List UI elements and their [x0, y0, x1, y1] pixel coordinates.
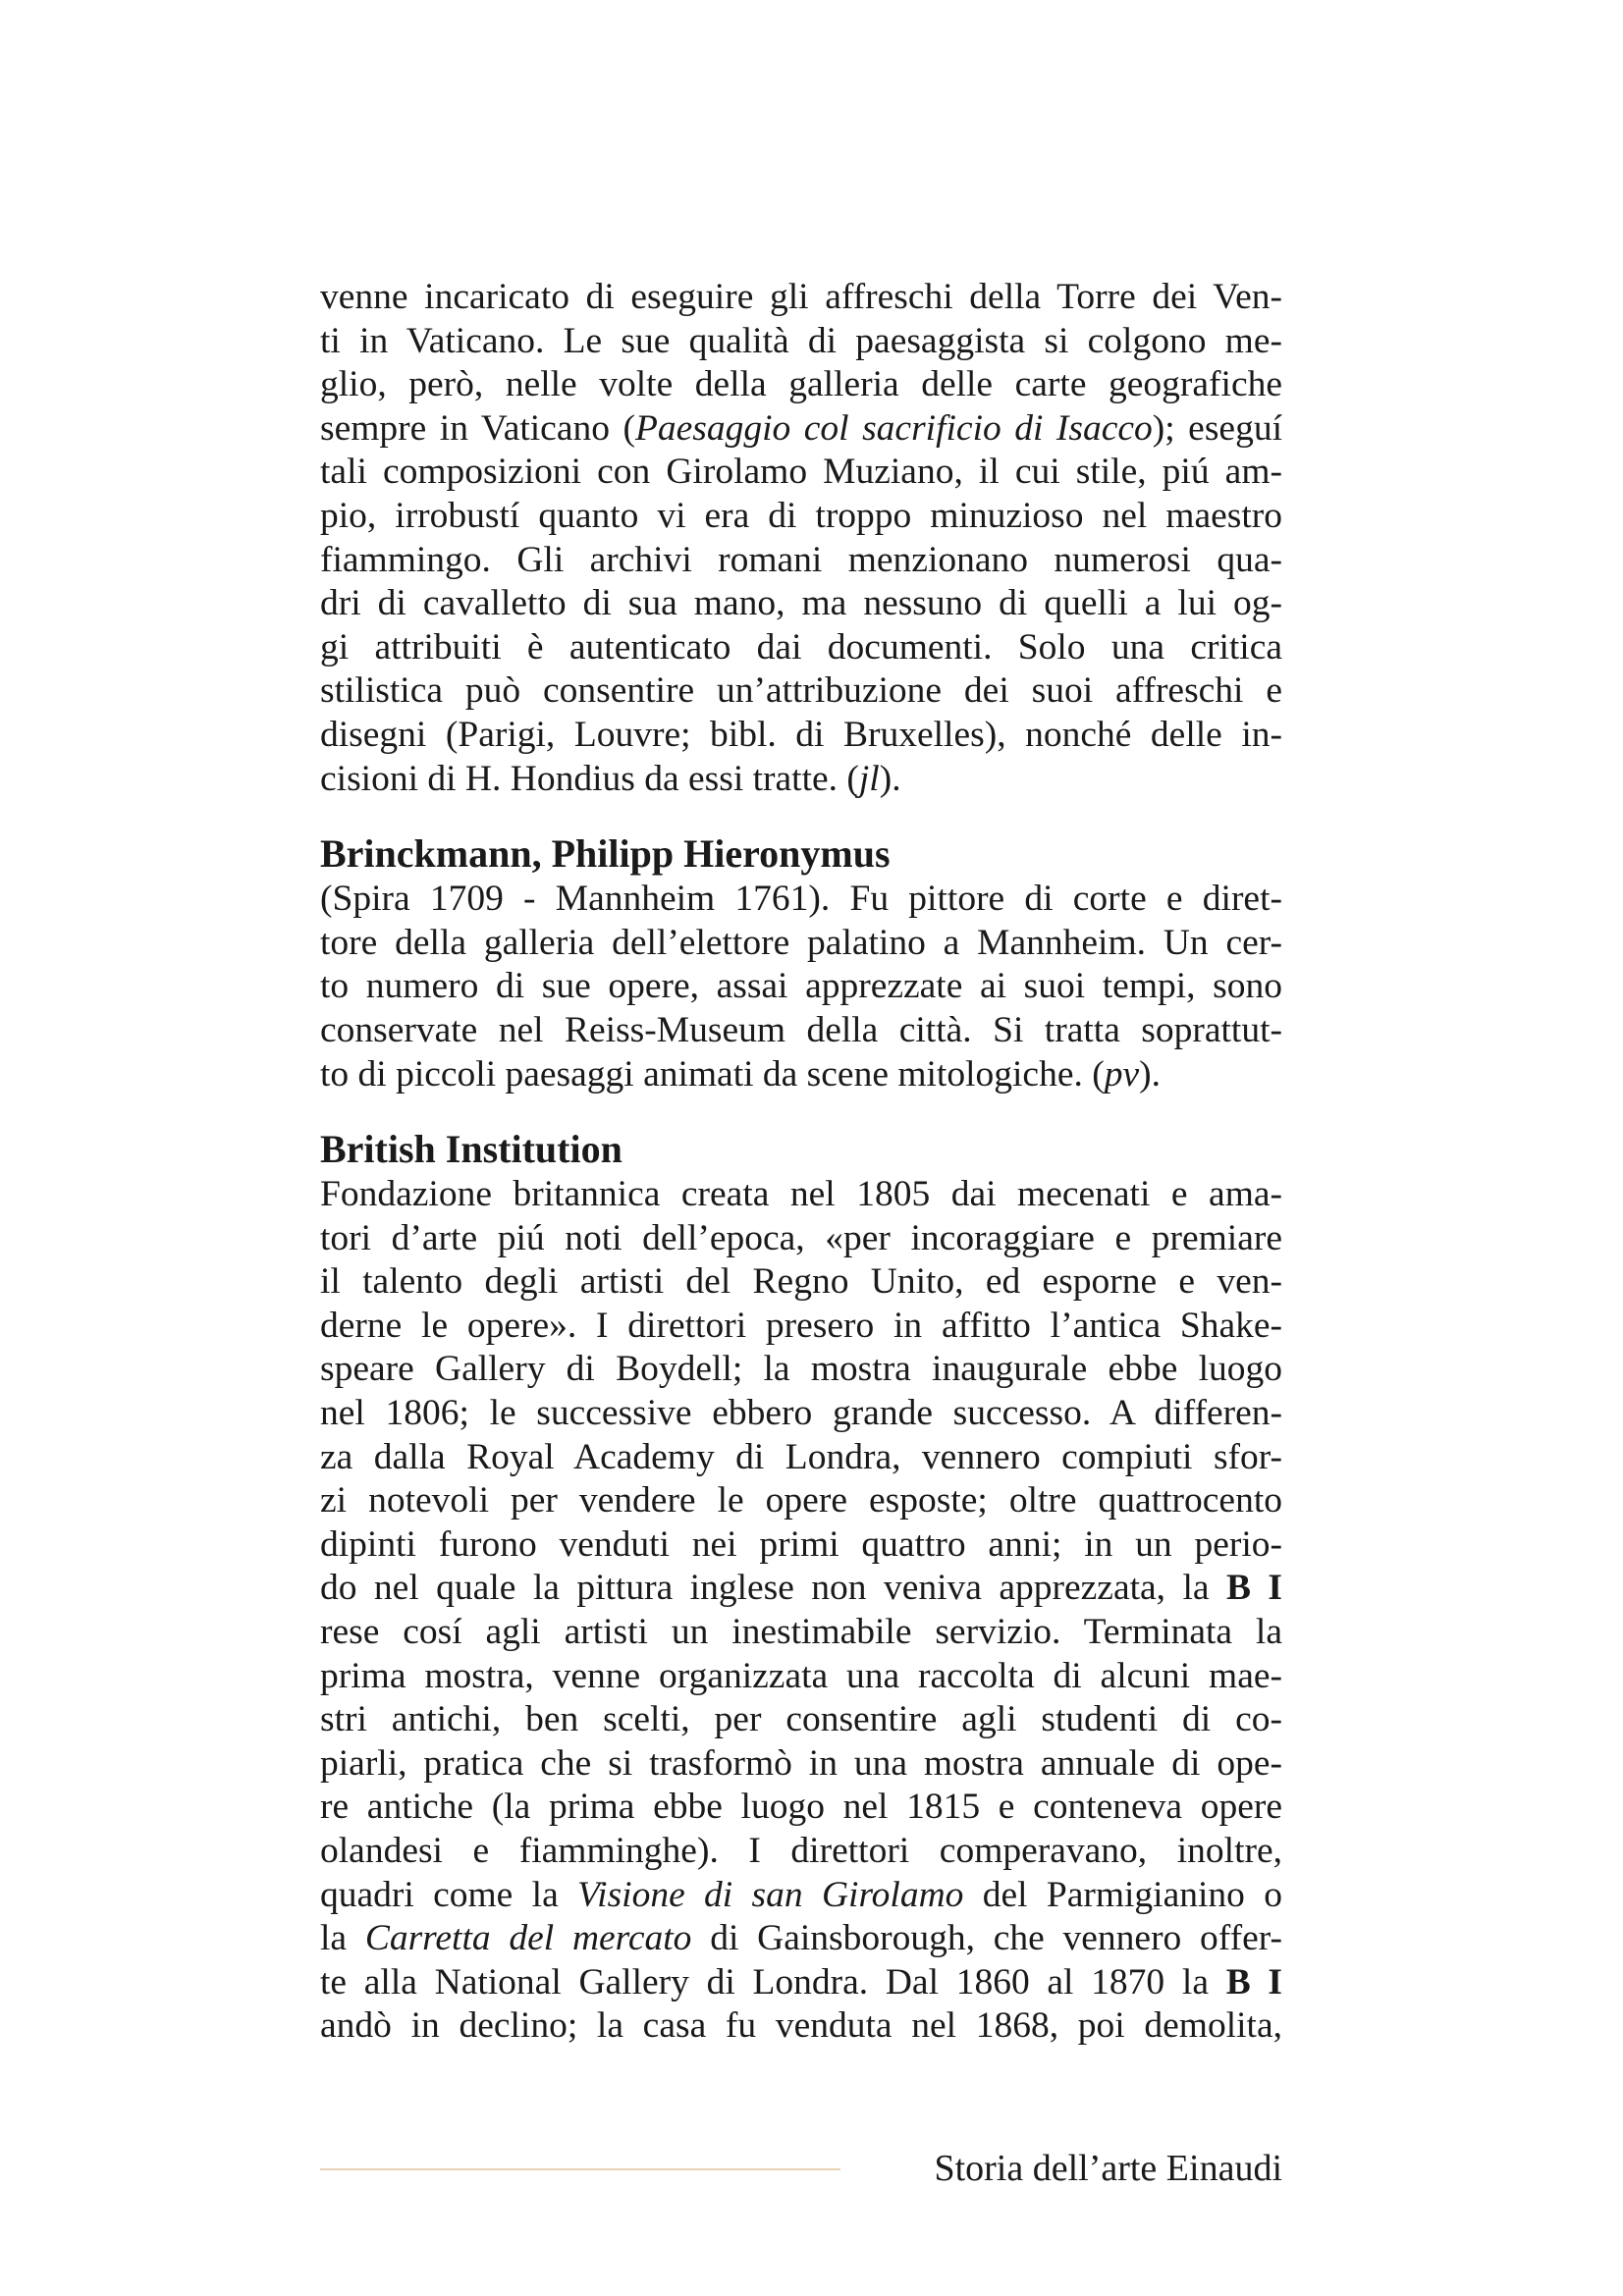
text-line: ti in Vaticano. Le sue qualità di paesaggista si colgono me-	[320, 320, 1282, 361]
text-line	[320, 758, 1282, 802]
text-line: za dalla Royal Academy di Londra, vennero compiuti sfor-	[320, 1436, 1282, 1477]
text-segment: sempre in Vaticano (	[320, 407, 635, 449]
continuation-paragraph	[320, 276, 1282, 801]
text-line	[320, 1053, 1282, 1097]
text-line: to numero di sue opere, assai apprezzate ai suoi tempi, sono	[320, 966, 1282, 1007]
text-line: derne le opere». I direttori presero in affitto l’antica Shake-	[320, 1305, 1282, 1346]
abbreviation: B I	[1225, 1568, 1282, 1609]
text-line: prima mostra, venne organizzata una raccolta di alcuni mae-	[320, 1655, 1282, 1696]
footer-rule	[320, 2168, 840, 2170]
text-line: stri antichi, ben scelti, per consentire agli studenti di co-	[320, 1699, 1282, 1740]
text-line: Fondazione britannica creata nel 1805 dai mecenati e ama-	[320, 1174, 1282, 1215]
text-segment: cisioni di H. Hondius da essi tratte. (	[320, 758, 859, 799]
text-segment: ).	[879, 758, 901, 799]
text-line	[320, 1961, 1282, 2005]
text-line: stilistica può consentire un’attribuzione dei suoi affreschi e	[320, 670, 1282, 712]
text-line: disegni (Parigi, Louvre; bibl. di Bruxelles), nonché delle in-	[320, 714, 1282, 755]
text-segment: ); eseguí	[1152, 407, 1282, 449]
text-line: re antiche (la prima ebbe luogo nel 1815 e conteneva opere	[320, 1787, 1282, 1828]
text-line: dri di cavalletto di sua mano, ma nessuno di quelli a lui og-	[320, 583, 1282, 624]
text-line: conservate nel Reiss-Museum della città. Si tratta soprattut-	[320, 1009, 1282, 1050]
text-line: gi attribuiti è autenticato dai documenti. Solo una critica	[320, 626, 1282, 667]
text-line: olandesi e fiamminghe). I direttori comperavano, inoltre,	[320, 1831, 1282, 1871]
text-line: glio, però, nelle volte della galleria delle carte geografiche	[320, 364, 1282, 405]
text-line: tore della galleria dell’elettore palatino a Mannheim. Un cer-	[320, 922, 1282, 963]
text-line: venne incaricato di eseguire gli affreschi della Torre dei Ven-	[320, 277, 1282, 317]
abbreviation: B I	[1225, 1961, 1282, 2002]
text-segment: do nel quale la pittura inglese non veniva apprezzata, la	[320, 1568, 1226, 1609]
author-initials: pv	[1104, 1053, 1140, 1095]
text-line: tori d’arte piú noti dell’epoca, «per incoraggiare e premiare	[320, 1217, 1282, 1258]
page-footer	[320, 2145, 1282, 2192]
text-line: piarli, pratica che si trasformò in una mostra annuale di ope-	[320, 1742, 1282, 1784]
text-line: (Spira 1709 - Mannheim 1761). Fu pittore di corte e diret-	[320, 879, 1282, 920]
author-initials: jl	[858, 758, 880, 799]
text-line: dipinti furono venduti nei primi quattro anni; in un perio-	[320, 1523, 1282, 1565]
footer-publication-title: Storia dell’arte Einaudi	[934, 2148, 1282, 2189]
text-line: fiammingo. Gli archivi romani menzionano numerosi qua-	[320, 539, 1282, 580]
entry-british-institution	[320, 1126, 1282, 2049]
text-line: tali composizioni con Girolamo Muziano, il cui stile, piú am-	[320, 452, 1282, 493]
text-line	[320, 1874, 1282, 1918]
entry-title: British Institution	[320, 1127, 622, 1172]
text-line: pio, irrobustí quanto vi era di troppo minuzioso nel maestro	[320, 495, 1282, 536]
artwork-title: Paesaggio col sacrificio di Isacco	[634, 407, 1153, 449]
text-segment: di Gainsborough, che vennero offer-	[691, 1918, 1282, 1959]
text-line	[320, 407, 1282, 452]
text-segment: del Parmigianino o	[963, 1874, 1282, 1915]
text-line: il talento degli artisti del Regno Unito, ed esporne e ven-	[320, 1261, 1282, 1303]
text-line: andò in declino; la casa fu venduta nel 1868, poi demolita,	[320, 2005, 1282, 2047]
artwork-title: Carretta del mercato	[364, 1918, 692, 1959]
text-segment: quadri come la	[320, 1874, 578, 1915]
entry-title: Brinckmann, Philipp Hieronymus	[320, 831, 891, 877]
text-column	[320, 276, 1282, 2049]
text-segment: te alla National Gallery di Londra. Dal 1860 al 1870 la	[320, 1961, 1209, 2002]
text-line: zi notevoli per vendere le opere esposte; oltre quattrocento	[320, 1480, 1282, 1522]
text-line	[320, 1917, 1282, 1961]
text-segment: to di piccoli paesaggi animati da scene mitologiche. (	[320, 1053, 1105, 1095]
text-line: speare Gallery di Boydell; la mostra inaugurale ebbe luogo	[320, 1349, 1282, 1390]
text-segment: la	[320, 1918, 365, 1959]
text-segment: ).	[1139, 1053, 1161, 1095]
text-line: rese cosí agli artisti un inestimabile servizio. Terminata la	[320, 1612, 1282, 1653]
text-line: nel 1806; le successive ebbero grande successo. A differen-	[320, 1393, 1282, 1434]
entry-brinckmann	[320, 830, 1282, 1096]
text-line	[320, 1567, 1282, 1611]
artwork-title: Visione di san Girolamo	[577, 1874, 964, 1915]
